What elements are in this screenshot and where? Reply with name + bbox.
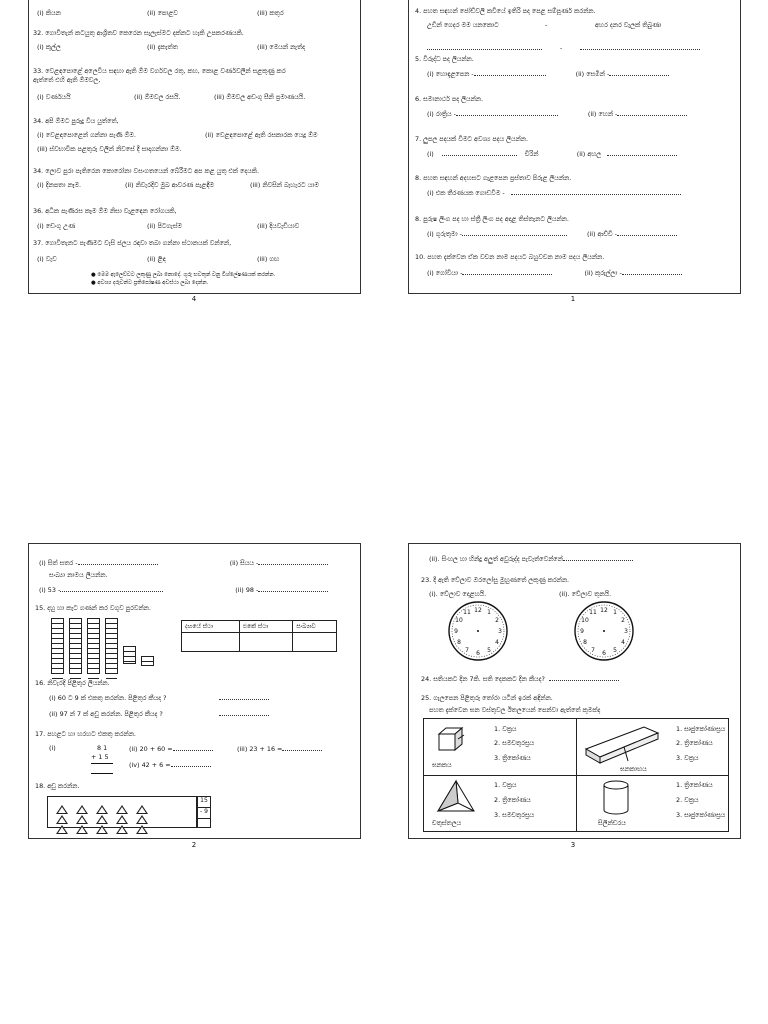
page-number: 1 [570, 295, 576, 303]
shape-name: චතුස්තලය [432, 819, 462, 827]
page-number: 2 [191, 841, 197, 849]
q9-line: (i) ගුරුතුමා - (ii) ආච්චි - [427, 229, 677, 238]
teacher-note-1: ● මෙම ඇලෙව්වට ලකුණු ලබා නොදේ. ගුරු භවතුන් වනු විශ්ලේෂණයක් කරන්න. [91, 272, 276, 278]
svg-text:10: 10 [581, 617, 589, 624]
place-value-table [181, 620, 337, 652]
svg-text:3: 3 [498, 628, 502, 635]
shape-name: සිලින්ඩරය [598, 819, 626, 827]
shape-option[interactable]: 3. සෘජුකෝණාස්‍රය [676, 811, 726, 819]
page-number: 3 [570, 841, 576, 849]
svg-text:8: 8 [583, 639, 587, 646]
q25-subtext: පහත දැක්වෙන ඝන වස්තුවල ඊතලයෙන් පෙන්වා ඇත්තේ කුමක්ද [429, 706, 601, 714]
q6-text: 6. සමානාර්ථ පද ලියන්න. [415, 95, 484, 103]
q15-text: 15. දහු හා කැට ගණන් කර වගුව පුරවන්න. [35, 604, 151, 612]
cuboid-icon [584, 723, 664, 765]
q32-options: (i) කුල්ල (ii) දැකැත්ත (iii) මෙයන් නැත්ද [37, 43, 306, 51]
q14b-text: සංඛ්‍යා නාමය ලියන්න. [49, 571, 108, 579]
shape-option[interactable]: 1. සෘජුකෝණාස්‍රය [676, 725, 726, 733]
q23-i: (i). වේලාව දොළහයි. [429, 590, 487, 598]
q23-ii: (ii). වේලාව තුනයි. [559, 590, 612, 598]
shape-option[interactable]: 1. ත්‍රිකෝණය [676, 781, 713, 789]
q37-options: (i) වැව (ii) ළිඳ (iii) ගඟ [37, 255, 280, 263]
svg-text:5: 5 [613, 647, 617, 654]
q4-text: 4. පහත සඳහන් ජෝඩ්වලි කවියේ ඉතිරි පද පෙළ සම්පූර්ණ කරන්න. [415, 7, 596, 15]
q7-text: 7. ලුපල පදයක් වීමට අවශ්‍ය පදය ලියන්න. [415, 135, 529, 143]
q17-bottom-number: + 1 5 [91, 753, 109, 761]
shape-option[interactable]: 2. වක්‍රය [676, 796, 699, 804]
svg-text:2: 2 [621, 617, 625, 624]
svg-text:3: 3 [624, 628, 628, 635]
svg-text:5: 5 [487, 647, 491, 654]
svg-text:1: 1 [613, 609, 617, 616]
shape-option[interactable]: 1. වක්‍රය [494, 781, 517, 789]
svg-text:4: 4 [495, 639, 499, 646]
q32-text: 32. ගොවිතැන් කටයුතු ආශ්‍රිතව කෙරෙන සැලැස්මට දක්නට හැකි උපකරණයකි. [33, 29, 244, 37]
svg-text:8: 8 [457, 639, 461, 646]
q34-option-iii: (iii) ස්වභාවික පළතුරු වලින් නිවසේ දී සාදාගන්නා ඕම. [37, 145, 182, 153]
answer-cell[interactable] [239, 633, 292, 652]
triangle-grid [47, 796, 197, 828]
svg-text:12: 12 [474, 607, 482, 614]
answer-cell[interactable] [198, 819, 210, 829]
q36-text: 36. අධික පැණිරස කෑම ඕම නිසා වැළඳෙන රෝගයකි, [33, 207, 177, 215]
teacher-note-2: ● අවශ්‍ය දරුවන්ට ප්‍රතිපෝෂණ අවස්ථා ලබා දෙන්න. [91, 280, 209, 286]
svg-text:9: 9 [580, 628, 584, 635]
q34-text: 34. අපි ඕමට පුරුදු විය යුත්තේ, [33, 117, 119, 125]
q35-options: (i) දිනපතා නෑම. (ii) නිවැරදිව මුඛ ආවරණ පැළඳීම (iii) නිවසින් බැහැරට යාම [37, 181, 319, 189]
q9-text: 8. පුරුෂ ලිංග පද හා ස්ත්‍රී ලිංග පද අදාළ තිස්තැනට ලියන්න. [415, 215, 569, 223]
tetrahedron-icon [436, 779, 476, 815]
q10-text: 10. පහත දැක්වෙන ඒක වචන නාම පදයට බහුවචන නාම පදය ලියන්න. [415, 253, 605, 261]
q17-iv: (iv) 42 + 6 = [129, 760, 211, 769]
clock-face-2[interactable] [569, 600, 639, 662]
svg-text:11: 11 [463, 609, 471, 616]
svg-text:6: 6 [476, 650, 480, 657]
svg-text:10: 10 [455, 617, 463, 624]
q8-text: 8. පහත සඳහන් අදහසට ගැළපෙන ප්‍රස්තාව පිරුළ ලියන්න. [415, 174, 572, 182]
sheet-page-3 [408, 543, 741, 839]
shape-option[interactable]: 1. වක්‍රය [494, 725, 517, 733]
q33-options: (i) වර්ණයයි (ii) ඕමවල රසයි. (iii) ඕමවල අඩංගු සීනි ප්‍රමාණයයි. [37, 93, 306, 101]
q33-text-cont: ඇත්තේ එහි ඇති ඕමවල, [33, 76, 101, 84]
q16-text: 16. නිවැරදි පිළිතුර ලියන්න. [35, 679, 110, 687]
cylinder-icon [600, 779, 632, 817]
q17-top-number: 8 1 [97, 744, 108, 752]
q37-text: 37. ගොවිතැනට පැණිමට වැසි ජලය රඳවා තබා ගන්නා ස්ථානයක් වන්නේ, [33, 239, 232, 247]
ones-cubes [141, 656, 154, 666]
q16-i: (i) 60 ට 9 ක් එකතු කරන්න. පිළිතුර කීයද ? [49, 693, 269, 702]
q23-text: 23. දී ඇති වේලාව ඔරලෝසු මුහුණතේ ලකුණු කරන්න. [421, 576, 570, 584]
svg-text:7: 7 [591, 647, 595, 654]
table-header: සංඛ්‍යාව [293, 621, 337, 633]
tens-stick [105, 618, 118, 674]
svg-text:9: 9 [454, 628, 458, 635]
q14-line-1: (i) සිත් සතර - (ii) සියය - [39, 558, 328, 567]
q4-answer-blanks: - [427, 35, 700, 54]
shape-option[interactable]: 2. සමචතුරස්‍රය [494, 739, 535, 747]
q17-sum-line [91, 763, 113, 764]
answer-cell[interactable] [182, 633, 240, 652]
q35-text: 34. ලොව පුරා පැතිරෙන කොරෝනා වසංගතයෙන් බේරීමට අප කළ යුතු එක් දෙයකි. [33, 167, 259, 175]
ones-cubes [123, 646, 136, 664]
q17-ii: (ii) 20 + 60 = [129, 744, 213, 753]
svg-text:7: 7 [465, 647, 469, 654]
shape-option[interactable]: 2. ත්‍රිකෝණය [676, 739, 713, 747]
q7-line: (i) චිරින් (ii) අහල [427, 149, 677, 158]
q34-options-line1: (i) වෙළඳපොළෙන් ගන්නා පැණි ඕම. (ii) වෙළඳපොළේ ඇති රසකාරක යෙදූ ඕම [37, 131, 318, 139]
svg-text:4: 4 [621, 639, 625, 646]
q5-line: (i) හොඳැළපෙන - (ii) සෙමින් - [427, 69, 669, 78]
shape-name: ඝනකාභය [620, 765, 647, 773]
svg-text:12: 12 [600, 607, 608, 614]
q17-i-label: (i) [49, 744, 56, 752]
cube-icon [436, 725, 466, 753]
shape-name: ඝනකය [432, 761, 452, 769]
sheet-page-2 [28, 543, 361, 839]
q24-line: 24. සතියකට දින 7කි. සති දෙකකට දින කීයද? [421, 674, 619, 683]
q17-text: 17. පහළට හා හරහට එකතු කරන්න. [35, 730, 136, 738]
shapes-table [423, 718, 729, 832]
q18-text: 18. අඩු කරන්න. [35, 782, 80, 790]
tens-stick [51, 618, 64, 674]
tens-stick [87, 618, 100, 674]
q17-iii: (iii) 23 + 16 = [237, 744, 322, 753]
q10-line: (i) ගෝවියා - (ii) කුරුල්ලා - [427, 268, 682, 277]
q25-text: 25. ගැලපෙන පිළිතුරු තෝරා යටින් ඉරක් අඳින්න. [421, 694, 553, 702]
svg-text:2: 2 [495, 617, 499, 624]
subtraction-box: 15 - 9 [197, 796, 211, 828]
sheet-page-1 [408, 0, 741, 294]
q4-line-1: උඩින් ගෙදර මම යනකොට - අහර දනර වැලක් තිබුණා [427, 21, 662, 29]
shape-option[interactable]: 3. ත්‍රිකෝණය [494, 754, 531, 762]
q5-text: 5. විරුද්ධ පද ලියන්න. [415, 55, 474, 63]
q17-sum-line [91, 773, 113, 774]
tens-stick [69, 618, 82, 674]
shape-option[interactable]: 3. සමචතුරස්‍රය [494, 811, 535, 819]
table-header: දහයේ ස්ථා [182, 621, 240, 633]
q33-text: 33. වෙළඳපොළේ අලෙවිය සඳහා ඇති ඕම වර්ගවල රතු, කහ, කොළ වර්ණවලින් සළකුණු කර [33, 67, 286, 75]
q22-ii: (ii). සිංහල හා හින්දු අලුත් අවුරුද්ද පැවැත්වෙන්නේ [429, 554, 633, 563]
shape-option[interactable]: 2. ත්‍රිකෝණය [494, 796, 531, 804]
q8-line: (i) එක තීරණයක ගොඩවීම - [427, 188, 681, 197]
answer-cell[interactable] [293, 633, 337, 652]
clock-face-1[interactable] [443, 600, 513, 662]
shape-option[interactable]: 3. වක්‍රය [676, 754, 699, 762]
sheet-page-4 [28, 0, 361, 294]
q36-options: (i) ඩෙංගු උණ (ii) පිටගැස්ම (iii) දියවැඩියාව [37, 222, 300, 230]
q31-options: (i) කියන (ii) පොළව (iii) කතුර [37, 9, 284, 17]
table-header: එකේ ස්ථා [239, 621, 292, 633]
svg-text:11: 11 [589, 609, 597, 616]
q6-line: (i) රාත්‍රිය - (ii) හෙන් - [427, 109, 687, 118]
svg-text:1: 1 [487, 609, 491, 616]
q16-ii: (ii) 97 න් 7 ක් අඩු කරන්න. පිළිතුර කීයද ? [49, 709, 269, 718]
q14b-line: (i) 53 - (ii) 98 - [39, 585, 328, 594]
page-number: 4 [191, 295, 197, 303]
svg-text:6: 6 [602, 650, 606, 657]
